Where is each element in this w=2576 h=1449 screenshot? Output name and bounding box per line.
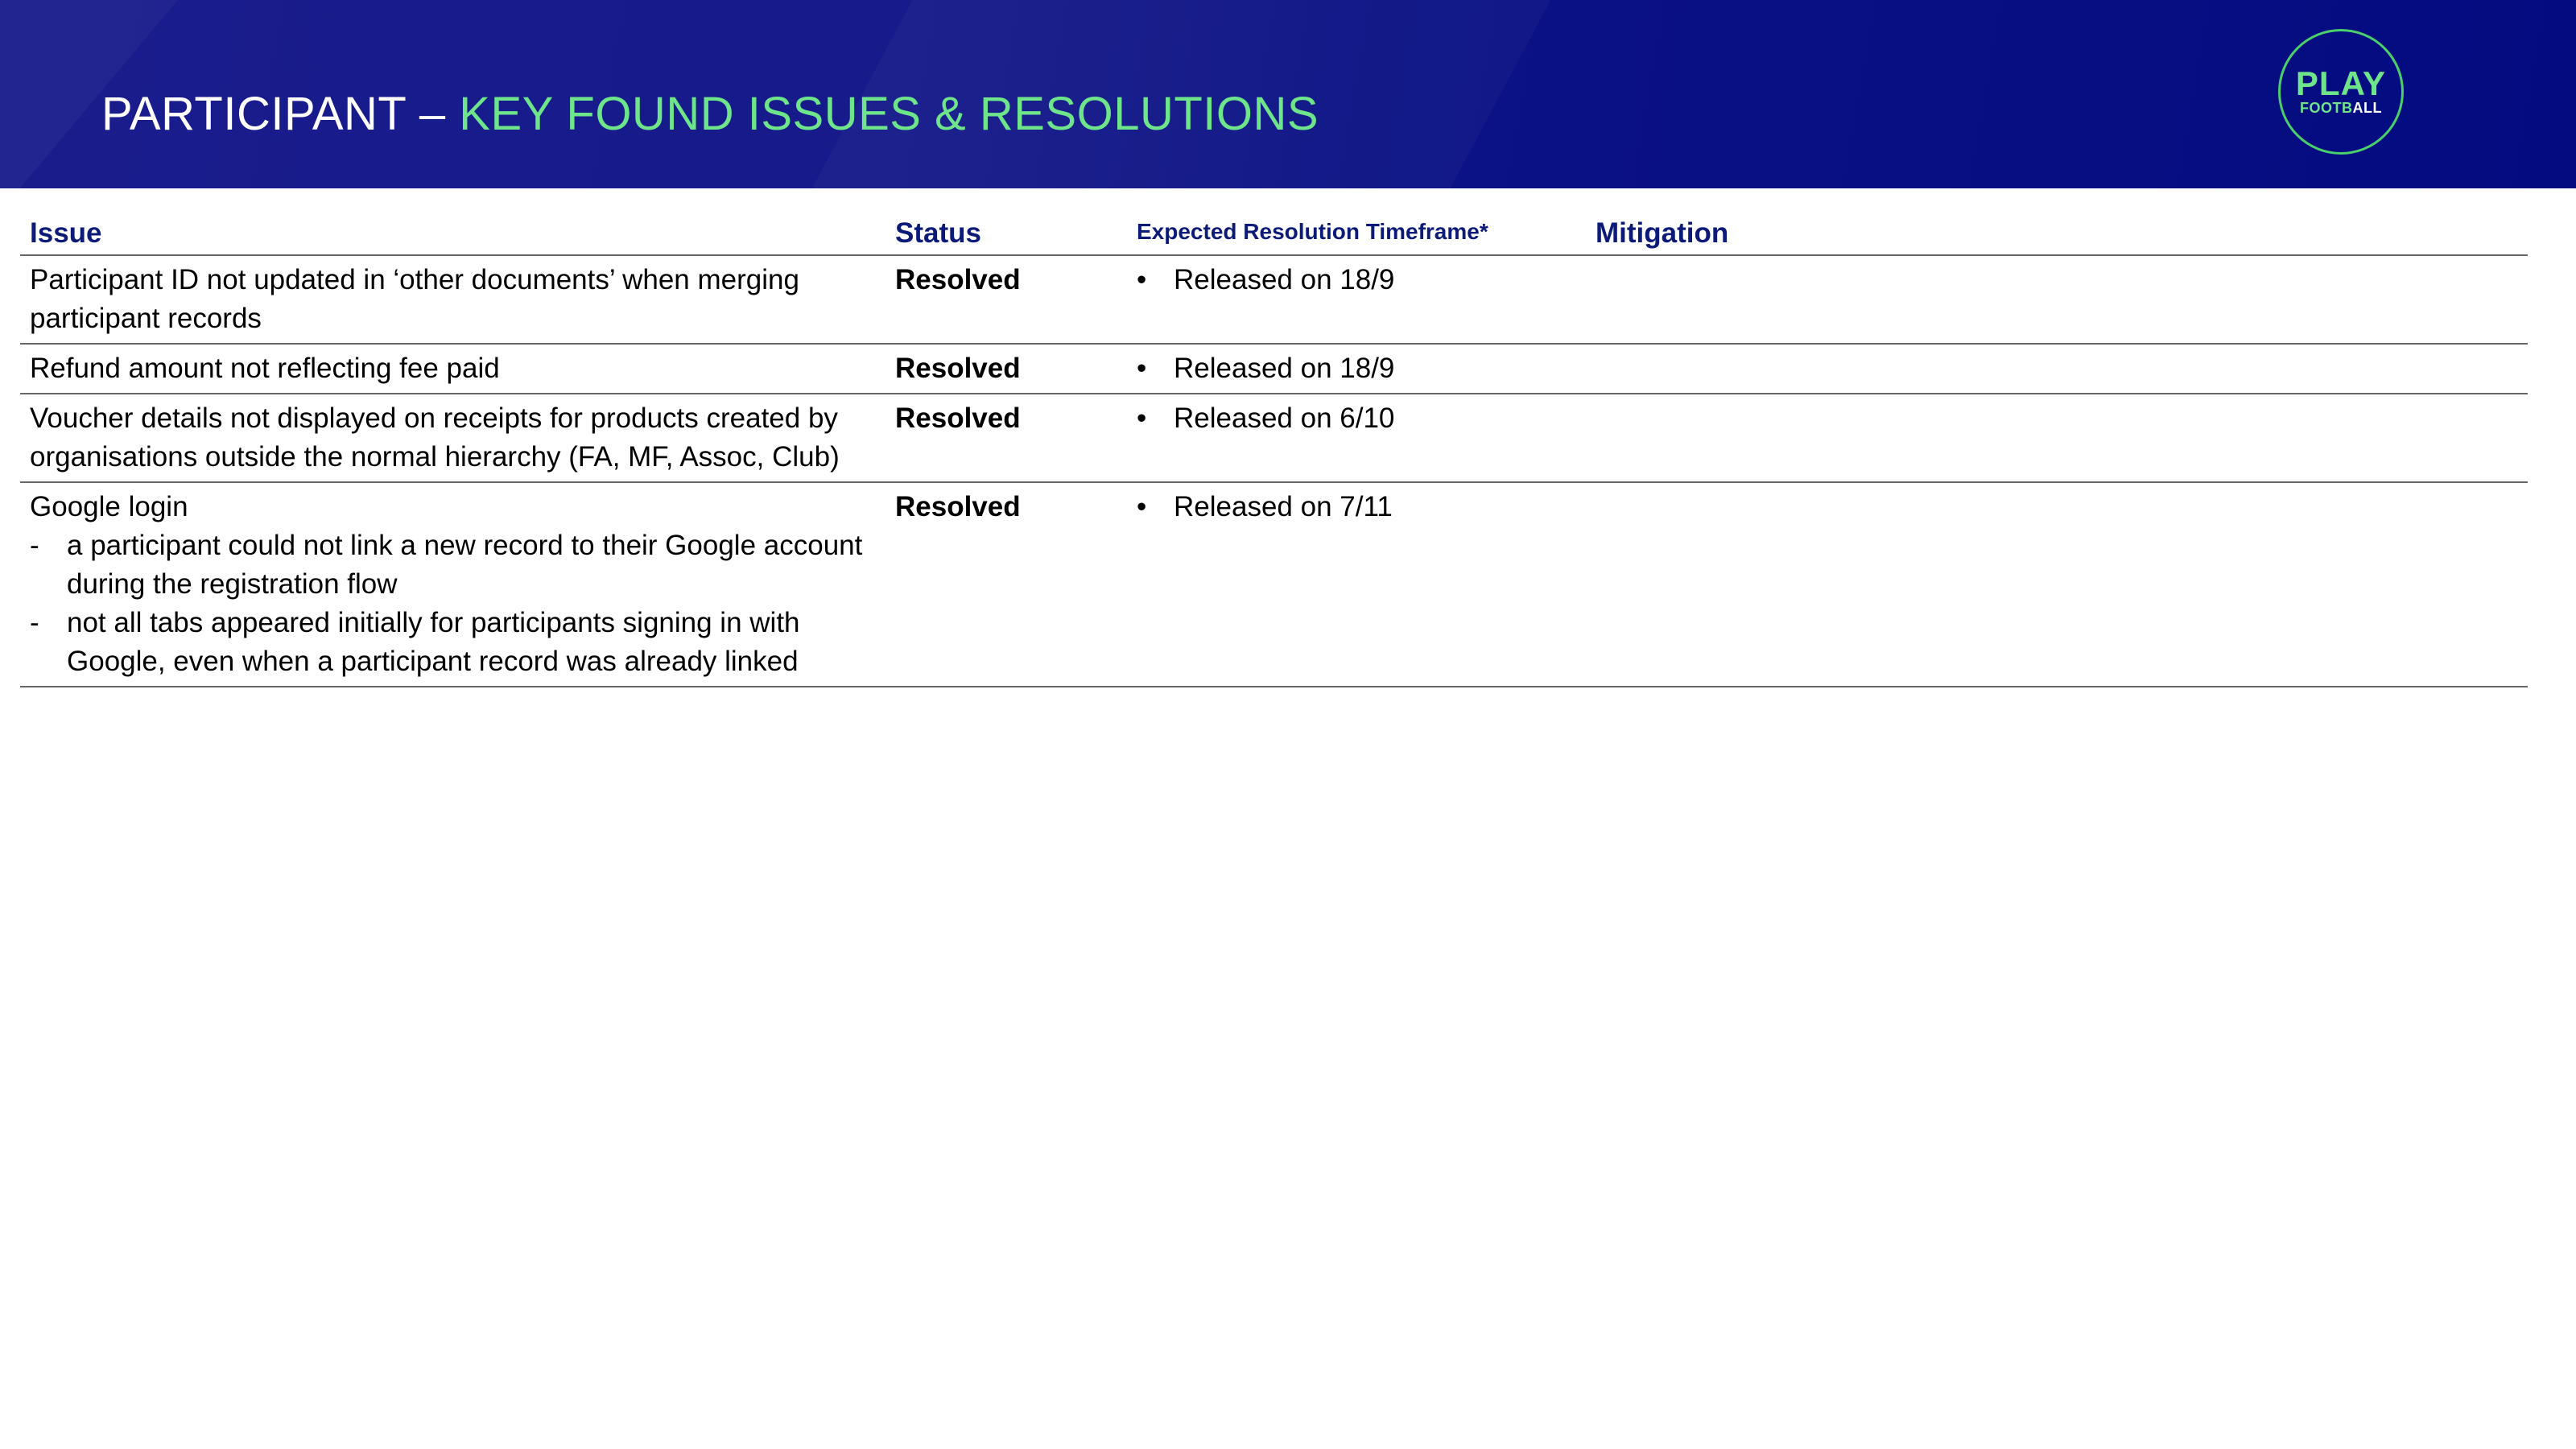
- timeframe-text: Released on 7/11: [1174, 491, 1393, 522]
- status-cell: Resolved: [886, 255, 1127, 344]
- logo-football-b: ALL: [2352, 100, 2382, 116]
- page-title-accent: KEY FOUND ISSUES & RESOLUTIONS: [459, 88, 1319, 140]
- mitigation-cell: [1586, 394, 2528, 482]
- timeframe-cell: [1127, 482, 1586, 687]
- logo-football-text: [2300, 100, 2382, 116]
- bullet-icon: •: [1137, 402, 1147, 434]
- issue-cell: [20, 482, 886, 687]
- dash-icon: -: [30, 607, 39, 638]
- status-cell: Resolved: [886, 344, 1127, 394]
- issue-sub-item: [30, 604, 876, 681]
- sub-item-text: not all tabs appeared initially for participants signing in with Google, even when a participant record was already linked: [67, 607, 800, 677]
- mitigation-cell: [1586, 255, 2528, 344]
- bullet-icon: •: [1137, 353, 1147, 384]
- issue-cell: Participant ID not updated in ‘other documents’ when merging participant records: [20, 255, 886, 344]
- issue-cell: Refund amount not reflecting fee paid: [20, 344, 886, 394]
- mitigation-cell: [1586, 344, 2528, 394]
- timeframe-cell: [1127, 255, 1586, 344]
- header-issue: Issue: [20, 208, 886, 255]
- table-row: [20, 482, 2528, 687]
- status-cell: Resolved: [886, 482, 1127, 687]
- table-header-row: [20, 208, 2528, 255]
- status-cell: Resolved: [886, 394, 1127, 482]
- page-title-prefix: PARTICIPANT –: [101, 88, 460, 140]
- sub-item-text: a participant could not link a new record to their Google account during the registration flow: [67, 530, 863, 600]
- table-row: [20, 394, 2528, 482]
- page-title: [101, 82, 1319, 147]
- table-row: [20, 255, 2528, 344]
- header-status: Status: [886, 208, 1127, 255]
- issue-title: Google login: [30, 491, 188, 522]
- header-mitigation: Mitigation: [1586, 208, 2528, 255]
- timeframe-cell: [1127, 394, 1586, 482]
- logo-football-a: FOOTB: [2300, 100, 2353, 116]
- timeframe-text: Released on 6/10: [1174, 402, 1395, 434]
- timeframe-text: Released on 18/9: [1174, 353, 1395, 384]
- bullet-icon: •: [1137, 264, 1147, 295]
- mitigation-cell: [1586, 482, 2528, 687]
- issue-sub-item: [30, 526, 876, 604]
- header-banner: [0, 0, 2576, 188]
- timeframe-text: Released on 18/9: [1174, 264, 1395, 295]
- issues-table: [20, 208, 2528, 687]
- dash-icon: -: [30, 530, 39, 561]
- play-football-logo: [2278, 29, 2404, 155]
- table-row: [20, 344, 2528, 394]
- issue-cell: Voucher details not displayed on receipts for products created by organisations outside the normal hierarchy (FA, MF, Assoc, Club): [20, 394, 886, 482]
- header-timeframe: Expected Resolution Timeframe*: [1127, 208, 1586, 255]
- timeframe-cell: [1127, 344, 1586, 394]
- logo-play-text: PLAY: [2295, 64, 2387, 102]
- bullet-icon: •: [1137, 491, 1147, 522]
